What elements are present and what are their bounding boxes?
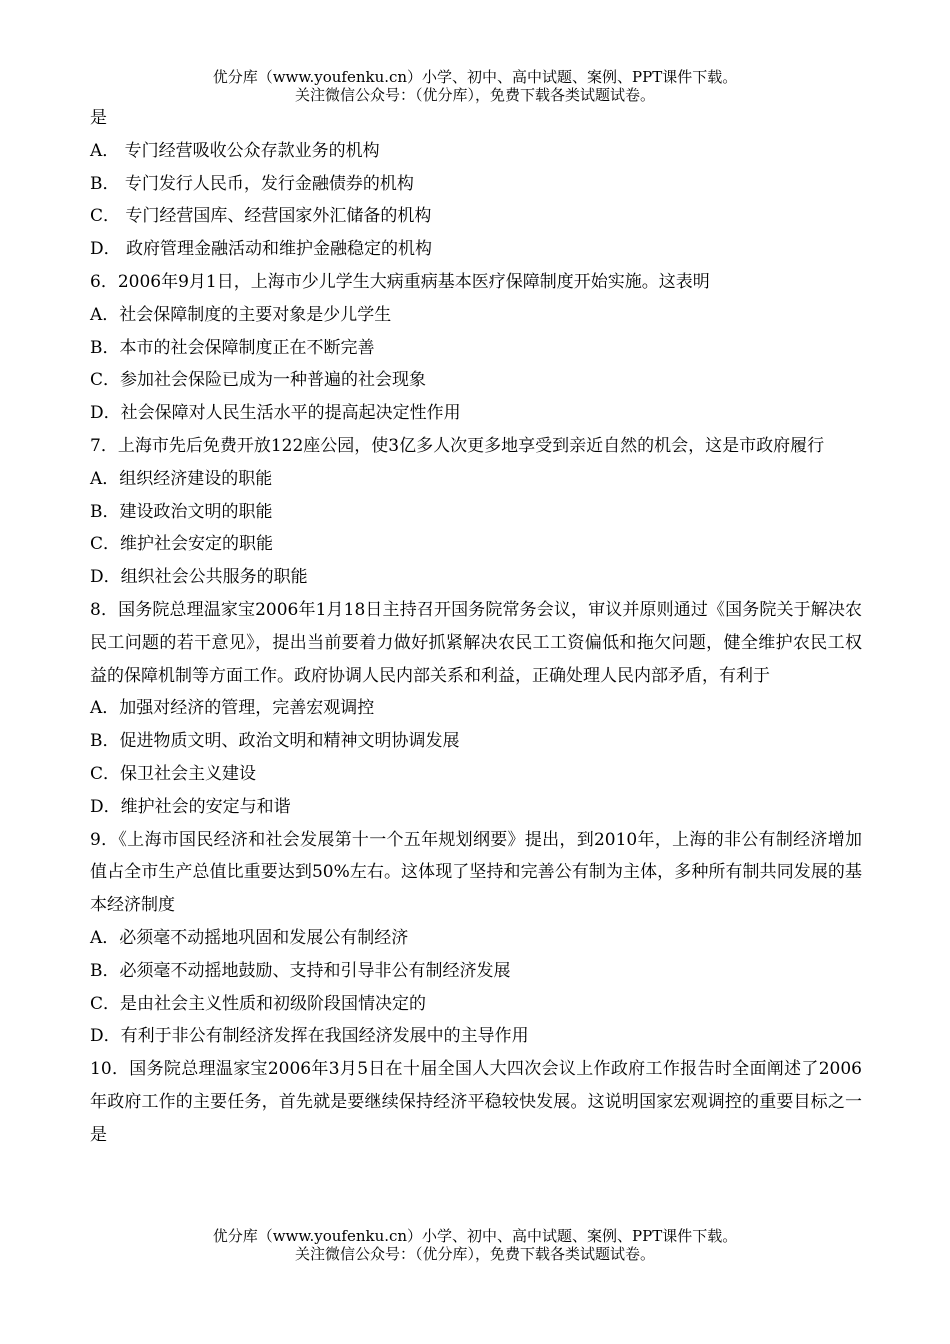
question-8-option-a: A．加强对经济的管理，完善宏观调控 <box>90 698 375 719</box>
question-5-option-d: D． 政府管理金融活动和维护金融稳定的机构 <box>90 239 433 260</box>
question-7-stem: 7．上海市先后免费开放122座公园，使3亿多人次更多地享受到亲近自然的机会，这是市政府履行 <box>90 435 825 456</box>
header-line-2: 关注微信公众号：（优分库），免费下载各类试题试卷。 <box>294 86 655 104</box>
question-8-stem: 8．国务院总理温家宝2006年1月18日主持召开国务院常务会议，审议并原则通过《国务院关于解决农民工问题的若干意见》，提出当前要着力做好抓紧解决农民工工资偏低和拖欠问题，健全维护农民工权益的保障机制等方面工作。政府协调人民内部关系和利益，正确处理人民内部矛盾，有利于 <box>90 599 862 686</box>
question-9-option-c: C．是由社会主义性质和初级阶段国情决定的 <box>90 993 427 1014</box>
question-5-option-a: A． 专门经营吸收公众存款业务的机构 <box>90 140 380 161</box>
page-header <box>0 68 950 104</box>
question-7-option-b: B．建设政治文明的职能 <box>90 501 273 522</box>
question-9-option-d: D．有利于非公有制经济发挥在我国经济发展中的主导作用 <box>90 1026 529 1047</box>
question-10-stem: 10．国务院总理温家宝2006年3月5日在十届全国人大四次会议上作政府工作报告时全面阐述了2006年政府工作的主要任务，首先就是要继续保持经济平稳较快发展。这说明国家宏观调控的重要目标之一是 <box>90 1059 862 1145</box>
question-5-option-c: C． 专门经营国库、经营国家外汇储备的机构 <box>90 206 432 227</box>
question-5-option-b: B． 专门发行人民币，发行金融债券的机构 <box>90 173 414 194</box>
question-9-option-b: B．必须毫不动摇地鼓励、支持和引导非公有制经济发展 <box>90 960 511 981</box>
question-5-stem-tail: 是 <box>90 108 107 128</box>
document-body <box>90 102 862 1152</box>
question-6-option-b: B．本市的社会保障制度正在不断完善 <box>90 337 375 358</box>
header-line-1: 优分库（www.youfenku.cn）小学、初中、高中试题、案例、PPT课件下载。 <box>212 68 738 86</box>
question-7-option-c: C．维护社会安定的职能 <box>90 534 274 555</box>
footer-line-1: 优分库（www.youfenku.cn）小学、初中、高中试题、案例、PPT课件下载。 <box>212 1227 738 1245</box>
question-7-option-a: A．组织经济建设的职能 <box>90 468 273 489</box>
question-6-option-c: C．参加社会保险已成为一种普遍的社会现象 <box>90 370 427 391</box>
question-8-option-d: D．维护社会的安定与和谐 <box>90 796 291 817</box>
page-footer <box>0 1227 950 1263</box>
question-6-option-a: A．社会保障制度的主要对象是少儿学生 <box>90 304 392 325</box>
question-9-stem: 9．《上海市国民经济和社会发展第十一个五年规划纲要》提出，到2010年，上海的非公有制经济增加值占全市生产总值比重要达到50%左右。这体现了坚持和完善公有制为主体，多种所有制共同发展的基本经济制度 <box>90 829 862 916</box>
question-8-option-b: B．促进物质文明、政治文明和精神文明协调发展 <box>90 731 460 752</box>
question-9-option-a: A．必须毫不动摇地巩固和发展公有制经济 <box>90 927 409 948</box>
question-6-option-d: D．社会保障对人民生活水平的提高起决定性作用 <box>90 403 461 424</box>
footer-line-2: 关注微信公众号：（优分库），免费下载各类试题试卷。 <box>294 1245 655 1263</box>
question-7-option-d: D．组织社会公共服务的职能 <box>90 567 308 588</box>
question-6-stem: 6．2006年9月1日，上海市少儿学生大病重病基本医疗保障制度开始实施。这表明 <box>90 271 710 292</box>
question-8-option-c: C．保卫社会主义建设 <box>90 763 257 784</box>
